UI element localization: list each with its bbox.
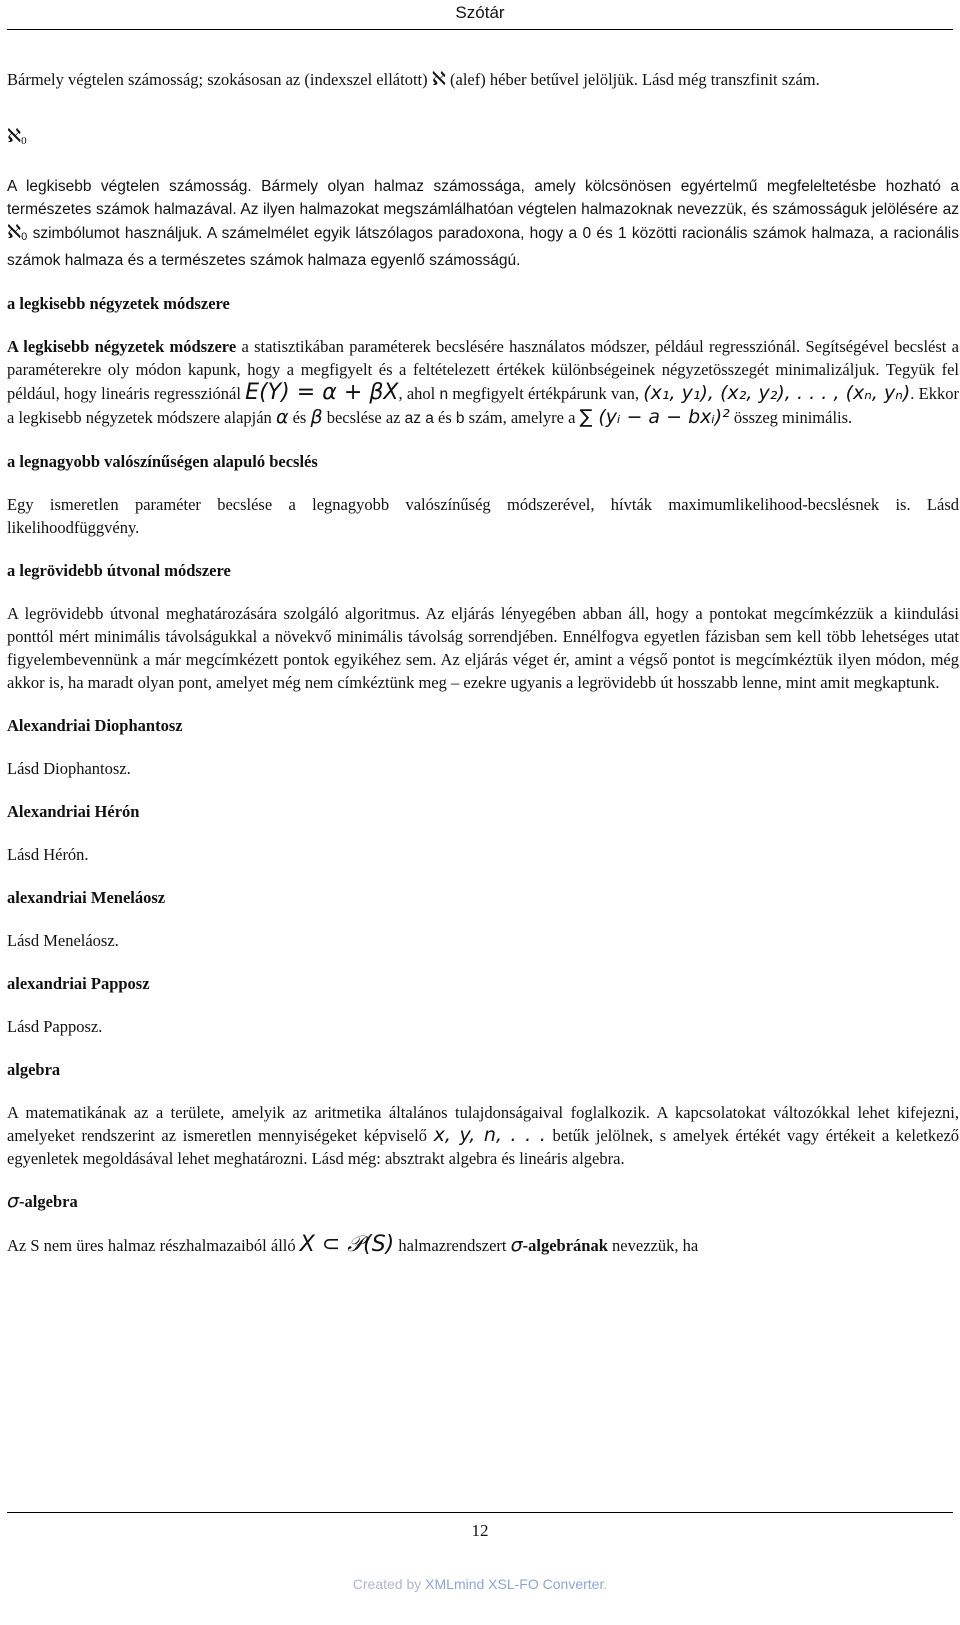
- sigma-text-3: nevezzük, ha: [612, 1236, 699, 1255]
- algebra-heading: algebra: [7, 1060, 61, 1079]
- ls-text-8: szám, amelyre a: [468, 408, 576, 427]
- aleph-text-b: (alef) héber betűvel jelöljük. Lásd még transzfinit szám.: [450, 70, 820, 89]
- entry-text-heron: Lásd Hérón.: [7, 845, 89, 864]
- footer-credit: [0, 1576, 960, 1592]
- max-likelihood-paragraph: Egy ismeretlen paraméter becslése a legnagyobb valószínűség módszerével, hívták maximumlikelihood-becslésnek is. Lásd likelihoodfüggvény.: [7, 495, 959, 537]
- ls-text-1: a statisztikában paraméterek becslésére használatos módszer, például regressziónál. Segítségével becslést a paraméterekre oly módon kapunk, hogy a megfigyelt és a feltételezett értékek különbségeinek négyzetösszegét minimalizáljuk. Tegyük fel például, hogy lineáris regressziónál: [7, 337, 960, 403]
- aleph0-heading-symbol: ℵ: [7, 125, 22, 147]
- ls-formula-sum: ∑ (yᵢ − a − bxᵢ)²: [579, 406, 730, 428]
- aleph0-inline-symbol: ℵ: [7, 221, 22, 243]
- entry-heading-papposz: alexandriai Papposz: [7, 974, 150, 993]
- sigma-algebra-heading: [7, 1190, 959, 1213]
- entry-heading-diophantosz: Alexandriai Diophantosz: [7, 716, 183, 735]
- sigma-inline-symbol: σ: [510, 1234, 523, 1256]
- algebra-paragraph: [7, 1101, 959, 1170]
- shortest-path-heading: a legrövidebb útvonal módszere: [7, 561, 231, 580]
- sigma-text-2: halmazrendszert: [398, 1236, 507, 1255]
- page-header: [0, 0, 960, 36]
- footer-credit-brand: XMLmind XSL-FO Converter: [425, 1576, 604, 1592]
- ls-alpha: α: [275, 406, 289, 428]
- aleph-paragraph: [7, 68, 959, 91]
- aleph0-paragraph: [7, 175, 959, 272]
- document-content: [7, 68, 959, 1257]
- least-squares-paragraph: [7, 335, 959, 430]
- entry-text-papposz: Lásd Papposz.: [7, 1017, 103, 1036]
- ls-n: n: [439, 386, 449, 403]
- aleph0-heading-sub: 0: [21, 135, 27, 147]
- ls-text-9: összeg minimális.: [733, 408, 853, 427]
- aleph0-heading: [7, 125, 959, 153]
- page-number: 12: [471, 1521, 489, 1540]
- entry-heading-heron: Alexandriai Hérón: [7, 802, 140, 821]
- footer-credit-suffix: .: [603, 1576, 608, 1592]
- ls-text-3: megfigyelt értékpárunk van,: [452, 384, 639, 403]
- ls-a: az a: [404, 410, 434, 427]
- ls-formula-expectation: E(Y) = α + βX: [245, 380, 399, 405]
- entry-text-diophantosz: Lásd Diophantosz.: [7, 759, 131, 778]
- sigma-bold-term: -algebrának: [522, 1236, 608, 1255]
- ls-formula-pairs: (x₁, y₁), (x₂, y₂), . . . , (xₙ, yₙ): [643, 382, 911, 404]
- algebra-text-2: betűk jelölnek, s amelyek értékét vagy értékeit a keletkező egyenletek megoldásával lehet meghatározni. Lásd még: absztrakt algebra és lineáris algebra.: [7, 1126, 960, 1168]
- header-rule: [7, 29, 953, 30]
- max-likelihood-heading: a legnagyobb valószínűségen alapuló becslés: [7, 452, 318, 471]
- ls-text-4: . Ekkor a legkisebb négyzetek módszere alapján: [7, 384, 959, 427]
- aleph0-text-a: A legkisebb végtelen számosság. Bármely olyan halmaz számossága, amely kölcsönösen egyértelmű megfeleltetésbe hozható a természetes számok halmazával. Az ilyen halmazokat megszámlálhatóan végtelen halmazoknak nevezzük, és számosságuk jelölésére az: [7, 178, 959, 218]
- sigma-text-1: Az S nem üres halmaz részhalmazaiból álló: [7, 1236, 296, 1255]
- least-squares-bold-lead: A legkisebb négyzetek módszere: [7, 337, 237, 356]
- ls-b: b: [455, 410, 465, 427]
- algebra-text-1: A matematikának az a területe, amelyik az aritmetika általános tulajdonságaival foglalkozik. A kapcsolatokat változókkal lehet kifejezni, amelyeket rendszerint az ismeretlen mennyiségeket képviselő: [7, 1103, 959, 1145]
- ls-text-7: és: [438, 408, 452, 427]
- sigma-algebra-paragraph: [7, 1233, 959, 1257]
- sigma-heading-symbol: σ: [7, 1190, 20, 1212]
- ls-beta: β: [310, 406, 323, 428]
- sigma-formula-subset: X ⊂ 𝒫(S): [299, 1232, 395, 1257]
- footer-rule: [7, 1512, 953, 1513]
- ls-text-5: és: [292, 408, 307, 427]
- footer-credit-prefix: Created by: [352, 1576, 422, 1592]
- algebra-formula-variables: x, y, n, . . .: [433, 1124, 546, 1146]
- least-squares-heading: a legkisebb négyzetek módszere: [7, 294, 230, 313]
- aleph-text-a: Bármely végtelen számosság; szokásosan az (indexszel ellátott): [7, 70, 428, 89]
- ls-text-6: becslése az: [326, 408, 401, 427]
- aleph-symbol: ℵ: [431, 68, 446, 90]
- sigma-heading-rest: -algebra: [19, 1192, 78, 1211]
- aleph0-text-b: szimbólumot használjuk. A számelmélet egyik látszólagos paradoxona, hogy a 0 és 1 közötti racionális számok halmaza, a racionális számok halmaza és a természetes számok halmaza egyenlő számosságú.: [7, 225, 960, 269]
- entry-text-menelaosz: Lásd Meneláosz.: [7, 931, 119, 950]
- shortest-path-paragraph: A legrövidebb útvonal meghatározására szolgáló algoritmus. Az eljárás lényegében abban áll, hogy a pontokat megcímkézzük a kiindulási ponttól mért minimális távolságukkal a növekvő minimális távolság sorrendjében. Ennélfogva egyetlen fázisban sem kell több lehetséges utat figyelembevennünk a már megcímkézett pontok egyikéhez sem. Az eljárás véget ér, amint a végső pontot is megcímkéztük ilyen módon, még akkor is, ha maradt olyan pont, amelyet még nem címkéztünk meg – ezekre ugyanis a legrövidebb út hosszabb lenne, mint amit megkaptunk.: [7, 604, 959, 692]
- page-header-title: Szótár: [455, 3, 505, 22]
- aleph0-inline-sub: 0: [21, 231, 28, 243]
- ls-text-2: , ahol: [398, 384, 436, 403]
- entry-heading-menelaosz: alexandriai Meneláosz: [7, 888, 166, 907]
